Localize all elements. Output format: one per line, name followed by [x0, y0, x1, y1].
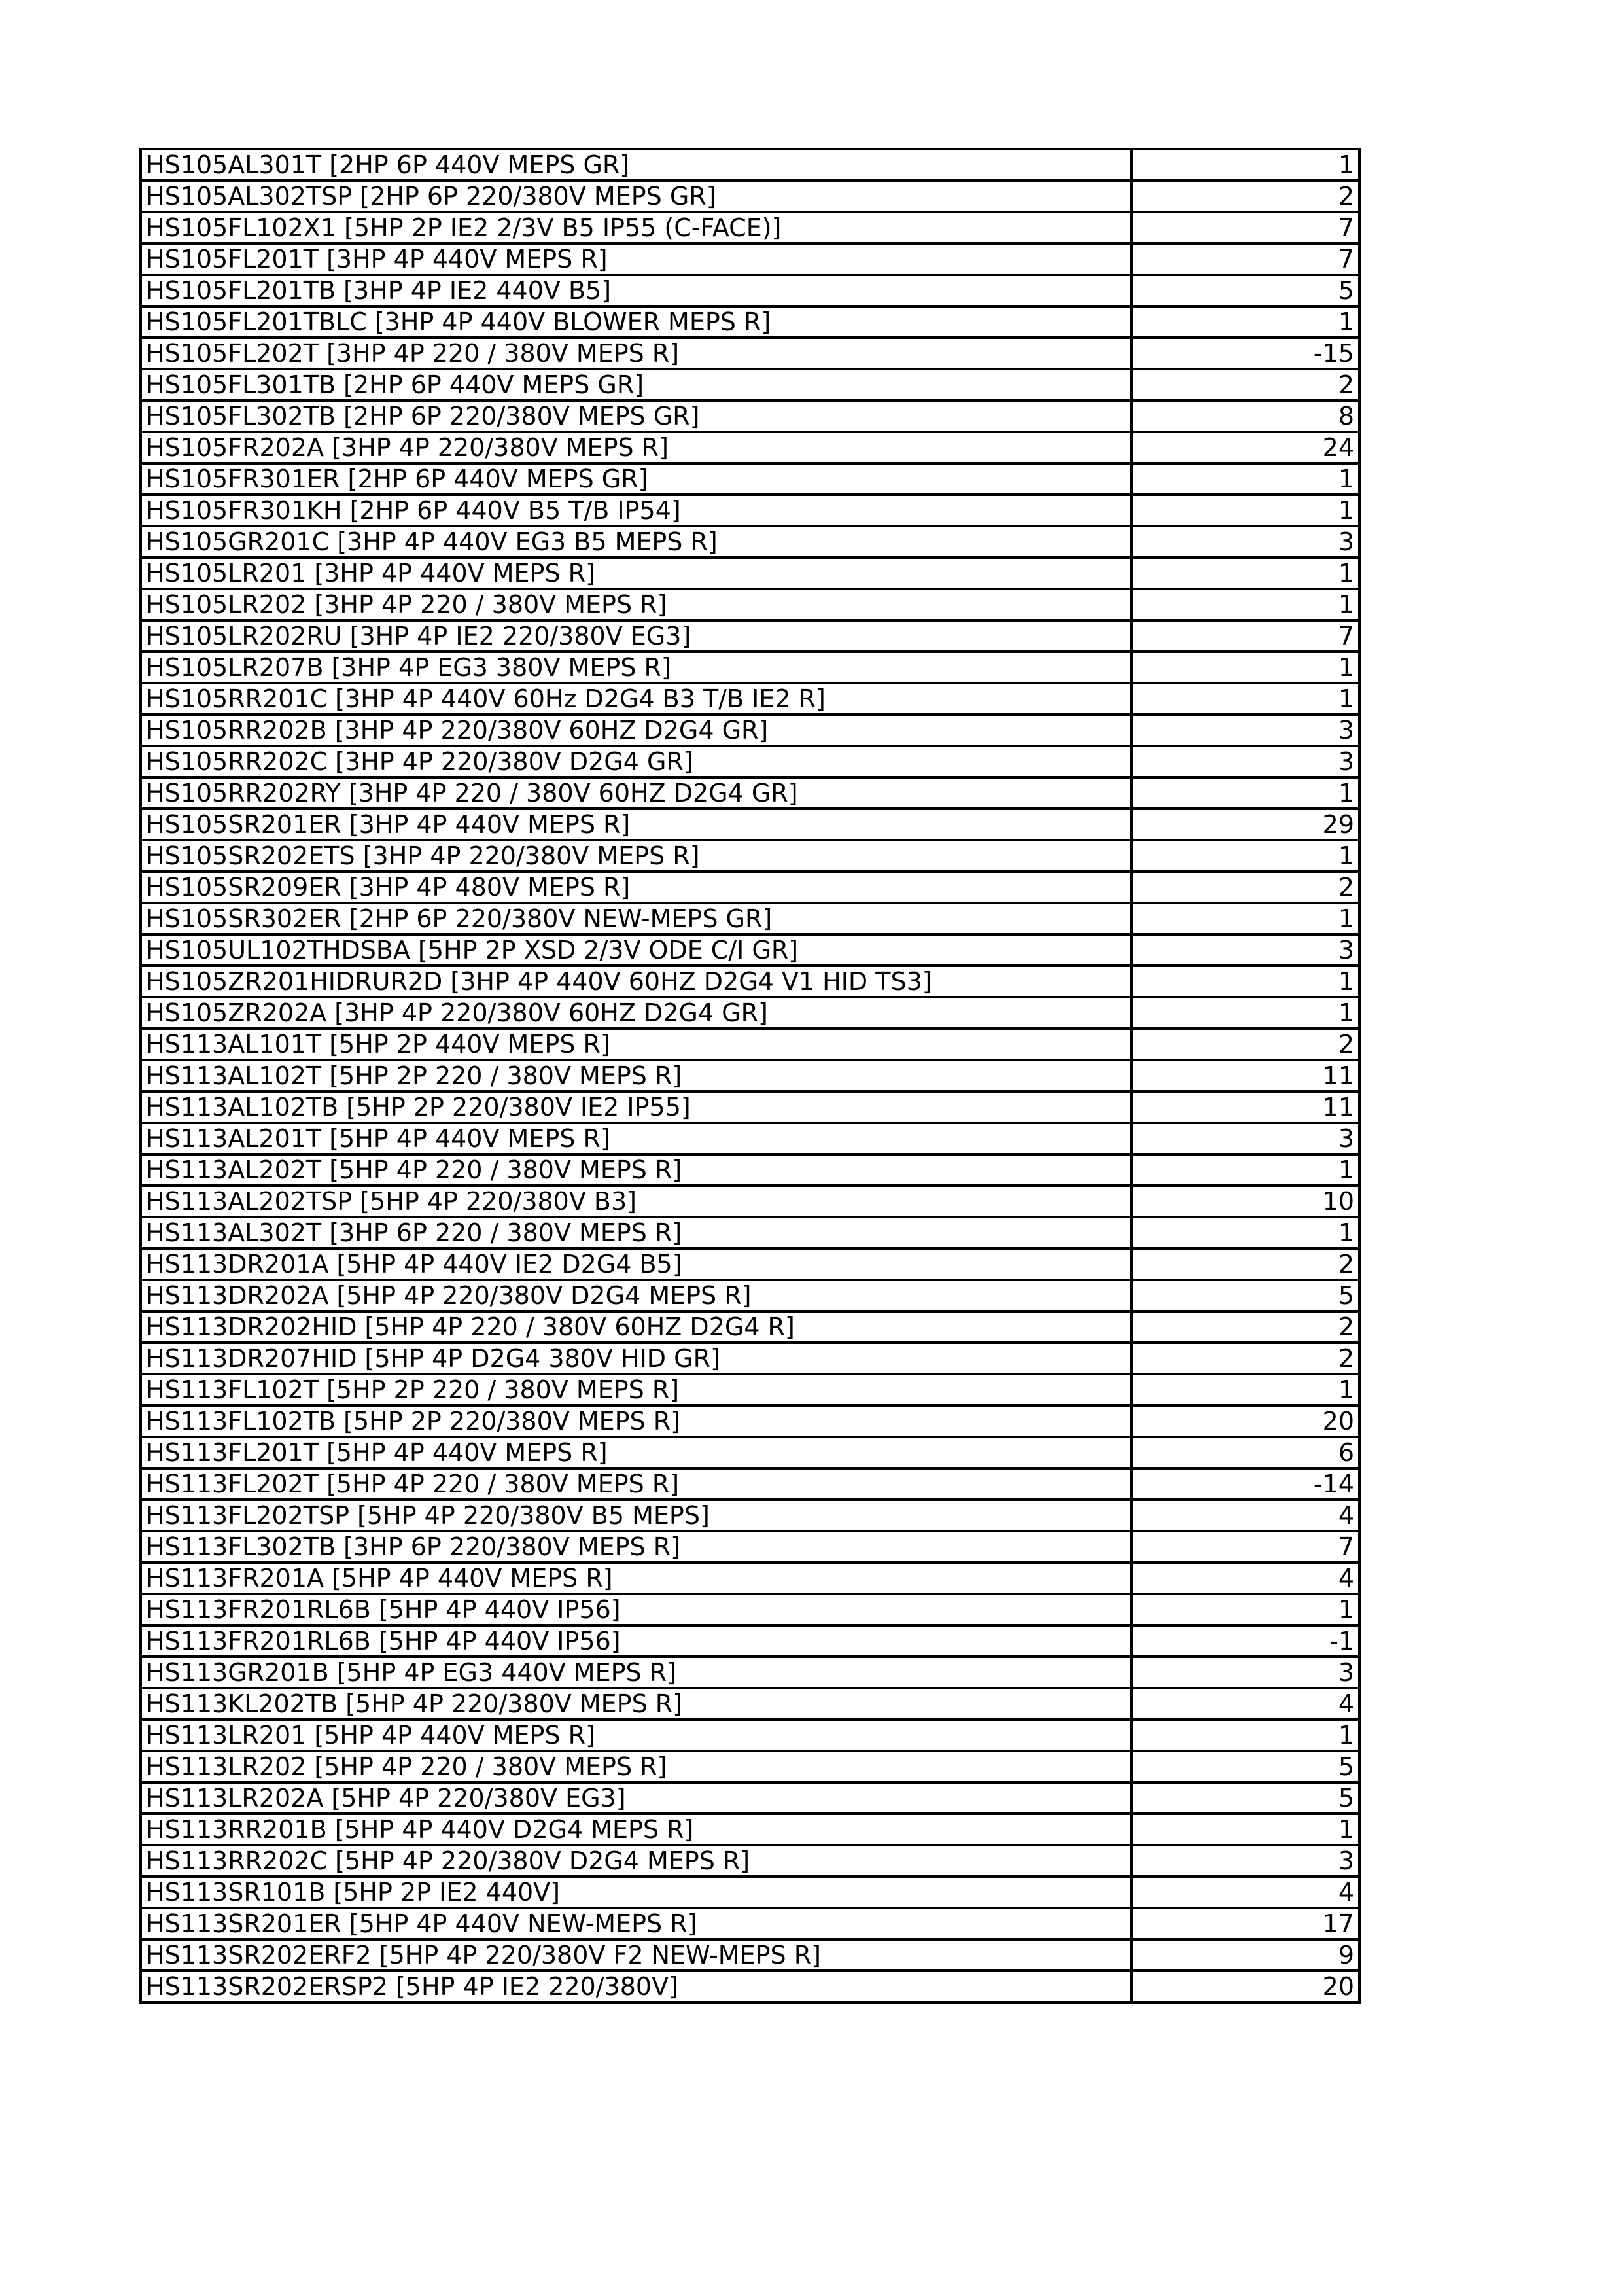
- quantity-cell: 1: [1132, 1154, 1359, 1186]
- product-description-cell: HS105LR202RU [3HP 4P IE2 220/380V EG3]: [141, 620, 1132, 652]
- quantity-cell: 4: [1132, 1877, 1359, 1908]
- table-row: [141, 181, 1359, 212]
- table-row: [141, 526, 1359, 557]
- quantity-cell: 2: [1132, 369, 1359, 400]
- product-description-cell: HS113KL202TB [5HP 4P 220/380V MEPS R]: [141, 1688, 1132, 1720]
- quantity-cell: 29: [1132, 809, 1359, 840]
- product-description-cell: HS113FL102TB [5HP 2P 220/380V MEPS R]: [141, 1405, 1132, 1437]
- table-row: [141, 1657, 1359, 1688]
- quantity-cell: 1: [1132, 149, 1359, 181]
- quantity-cell: 4: [1132, 1500, 1359, 1531]
- table-row: [141, 1343, 1359, 1374]
- quantity-cell: 3: [1132, 526, 1359, 557]
- product-description-cell: HS105FL201T [3HP 4P 440V MEPS R]: [141, 243, 1132, 275]
- quantity-cell: 1: [1132, 777, 1359, 809]
- table-row: [141, 1437, 1359, 1468]
- quantity-cell: 10: [1132, 1186, 1359, 1217]
- product-description-cell: HS105FR301KH [2HP 6P 440V B5 T/B IP54]: [141, 495, 1132, 526]
- table-row: [141, 746, 1359, 777]
- table-row: [141, 1814, 1359, 1845]
- table-row: [141, 1374, 1359, 1405]
- table-row: [141, 809, 1359, 840]
- quantity-cell: 20: [1132, 1971, 1359, 2002]
- table-row: [141, 1939, 1359, 1971]
- product-description-cell: HS105LR207B [3HP 4P EG3 380V MEPS R]: [141, 652, 1132, 683]
- product-description-cell: HS113RR201B [5HP 4P 440V D2G4 MEPS R]: [141, 1814, 1132, 1845]
- product-description-cell: HS113AL201T [5HP 4P 440V MEPS R]: [141, 1123, 1132, 1154]
- quantity-cell: 1: [1132, 966, 1359, 997]
- quantity-cell: 4: [1132, 1688, 1359, 1720]
- quantity-cell: 9: [1132, 1939, 1359, 1971]
- table-row: [141, 1688, 1359, 1720]
- table-row: [141, 997, 1359, 1029]
- product-description-cell: HS113DR201A [5HP 4P 440V IE2 D2G4 B5]: [141, 1248, 1132, 1280]
- table-row: [141, 777, 1359, 809]
- table-row: [141, 1029, 1359, 1060]
- product-description-cell: HS113DR207HID [5HP 4P D2G4 380V HID GR]: [141, 1343, 1132, 1374]
- quantity-cell: 20: [1132, 1405, 1359, 1437]
- table-row: [141, 1060, 1359, 1091]
- table-row: [141, 1782, 1359, 1814]
- product-description-cell: HS105LR202 [3HP 4P 220 / 380V MEPS R]: [141, 589, 1132, 620]
- product-description-cell: HS105AL301T [2HP 6P 440V MEPS GR]: [141, 149, 1132, 181]
- quantity-cell: 3: [1132, 1657, 1359, 1688]
- table-row: [141, 652, 1359, 683]
- table-row: [141, 495, 1359, 526]
- product-description-cell: HS105FL201TB [3HP 4P IE2 440V B5]: [141, 275, 1132, 306]
- table-row: [141, 463, 1359, 495]
- product-description-cell: HS113FL201T [5HP 4P 440V MEPS R]: [141, 1437, 1132, 1468]
- quantity-cell: 1: [1132, 495, 1359, 526]
- quantity-cell: 1: [1132, 1374, 1359, 1405]
- product-description-cell: HS113LR201 [5HP 4P 440V MEPS R]: [141, 1720, 1132, 1751]
- product-description-cell: HS113SR101B [5HP 2P IE2 440V]: [141, 1877, 1132, 1908]
- table-row: [141, 934, 1359, 966]
- table-row: [141, 1154, 1359, 1186]
- quantity-cell: 7: [1132, 620, 1359, 652]
- quantity-cell: 1: [1132, 683, 1359, 715]
- table-row: [141, 1468, 1359, 1500]
- table-row: [141, 1531, 1359, 1563]
- product-description-cell: HS113DR202A [5HP 4P 220/380V D2G4 MEPS R]: [141, 1280, 1132, 1311]
- quantity-cell: 1: [1132, 903, 1359, 934]
- table-row: [141, 1248, 1359, 1280]
- table-row: [141, 1186, 1359, 1217]
- quantity-cell: 2: [1132, 872, 1359, 903]
- product-description-cell: HS105ZR201HIDRUR2D [3HP 4P 440V 60HZ D2G4 V1 HID TS3]: [141, 966, 1132, 997]
- table-row: [141, 715, 1359, 746]
- product-description-cell: HS113FL302TB [3HP 6P 220/380V MEPS R]: [141, 1531, 1132, 1563]
- product-description-cell: HS105FL202T [3HP 4P 220 / 380V MEPS R]: [141, 338, 1132, 369]
- quantity-cell: 3: [1132, 1123, 1359, 1154]
- table-row: [141, 369, 1359, 400]
- quantity-cell: 6: [1132, 1437, 1359, 1468]
- table-row: [141, 212, 1359, 243]
- quantity-cell: 1: [1132, 997, 1359, 1029]
- quantity-cell: 2: [1132, 1029, 1359, 1060]
- product-description-cell: HS105AL302TSP [2HP 6P 220/380V MEPS GR]: [141, 181, 1132, 212]
- product-description-cell: HS105RR202C [3HP 4P 220/380V D2G4 GR]: [141, 746, 1132, 777]
- product-description-cell: HS105SR201ER [3HP 4P 440V MEPS R]: [141, 809, 1132, 840]
- table-row: [141, 872, 1359, 903]
- quantity-cell: 5: [1132, 1782, 1359, 1814]
- quantity-cell: 2: [1132, 1311, 1359, 1343]
- product-description-cell: HS113LR202A [5HP 4P 220/380V EG3]: [141, 1782, 1132, 1814]
- table-row: [141, 1500, 1359, 1531]
- quantity-cell: 3: [1132, 1845, 1359, 1877]
- quantity-cell: 7: [1132, 243, 1359, 275]
- table-row: [141, 683, 1359, 715]
- table-row: [141, 1845, 1359, 1877]
- quantity-cell: 11: [1132, 1060, 1359, 1091]
- quantity-cell: 5: [1132, 1751, 1359, 1782]
- quantity-cell: 17: [1132, 1908, 1359, 1939]
- table-row: [141, 589, 1359, 620]
- inventory-table-body: [141, 149, 1359, 2002]
- quantity-cell: 7: [1132, 212, 1359, 243]
- product-description-cell: HS105ZR202A [3HP 4P 220/380V 60HZ D2G4 GR]: [141, 997, 1132, 1029]
- quantity-cell: 1: [1132, 840, 1359, 872]
- table-row: [141, 1217, 1359, 1248]
- quantity-cell: 1: [1132, 652, 1359, 683]
- quantity-cell: 8: [1132, 400, 1359, 432]
- product-description-cell: HS105RR202B [3HP 4P 220/380V 60HZ D2G4 GR]: [141, 715, 1132, 746]
- table-row: [141, 1091, 1359, 1123]
- quantity-cell: 3: [1132, 715, 1359, 746]
- product-description-cell: HS113LR202 [5HP 4P 220 / 380V MEPS R]: [141, 1751, 1132, 1782]
- product-description-cell: HS105RR201C [3HP 4P 440V 60Hz D2G4 B3 T/B IE2 R]: [141, 683, 1132, 715]
- quantity-cell: 1: [1132, 1814, 1359, 1845]
- quantity-cell: 3: [1132, 746, 1359, 777]
- table-row: [141, 1594, 1359, 1625]
- table-row: [141, 903, 1359, 934]
- product-description-cell: HS113AL202TSP [5HP 4P 220/380V B3]: [141, 1186, 1132, 1217]
- table-row: [141, 1625, 1359, 1657]
- product-description-cell: HS105RR202RY [3HP 4P 220 / 380V 60HZ D2G4 GR]: [141, 777, 1132, 809]
- inventory-table: [139, 148, 1361, 2004]
- quantity-cell: 2: [1132, 1343, 1359, 1374]
- quantity-cell: 2: [1132, 181, 1359, 212]
- quantity-cell: -15: [1132, 338, 1359, 369]
- product-description-cell: HS113FR201RL6B [5HP 4P 440V IP56]: [141, 1594, 1132, 1625]
- table-row: [141, 1877, 1359, 1908]
- product-description-cell: HS113RR202C [5HP 4P 220/380V D2G4 MEPS R]: [141, 1845, 1132, 1877]
- table-row: [141, 243, 1359, 275]
- product-description-cell: HS113AL302T [3HP 6P 220 / 380V MEPS R]: [141, 1217, 1132, 1248]
- product-description-cell: HS105FR202A [3HP 4P 220/380V MEPS R]: [141, 432, 1132, 463]
- quantity-cell: 1: [1132, 1217, 1359, 1248]
- product-description-cell: HS105SR209ER [3HP 4P 480V MEPS R]: [141, 872, 1132, 903]
- quantity-cell: 1: [1132, 306, 1359, 338]
- table-row: [141, 400, 1359, 432]
- product-description-cell: HS105GR201C [3HP 4P 440V EG3 B5 MEPS R]: [141, 526, 1132, 557]
- product-description-cell: HS113FL202T [5HP 4P 220 / 380V MEPS R]: [141, 1468, 1132, 1500]
- table-row: [141, 840, 1359, 872]
- quantity-cell: 5: [1132, 275, 1359, 306]
- product-description-cell: HS105UL102THDSBA [5HP 2P XSD 2/3V ODE C/I GR]: [141, 934, 1132, 966]
- table-row: [141, 275, 1359, 306]
- product-description-cell: HS113DR202HID [5HP 4P 220 / 380V 60HZ D2G4 R]: [141, 1311, 1132, 1343]
- document-page: [139, 148, 1358, 2004]
- product-description-cell: HS105FL201TBLC [3HP 4P 440V BLOWER MEPS R]: [141, 306, 1132, 338]
- table-row: [141, 966, 1359, 997]
- product-description-cell: HS113FL102T [5HP 2P 220 / 380V MEPS R]: [141, 1374, 1132, 1405]
- table-row: [141, 1280, 1359, 1311]
- product-description-cell: HS113SR202ERSP2 [5HP 4P IE2 220/380V]: [141, 1971, 1132, 2002]
- table-row: [141, 432, 1359, 463]
- quantity-cell: 5: [1132, 1280, 1359, 1311]
- product-description-cell: HS113AL102TB [5HP 2P 220/380V IE2 IP55]: [141, 1091, 1132, 1123]
- table-row: [141, 149, 1359, 181]
- product-description-cell: HS113FR201A [5HP 4P 440V MEPS R]: [141, 1563, 1132, 1594]
- product-description-cell: HS113SR201ER [5HP 4P 440V NEW-MEPS R]: [141, 1908, 1132, 1939]
- table-row: [141, 1123, 1359, 1154]
- table-row: [141, 1908, 1359, 1939]
- quantity-cell: 24: [1132, 432, 1359, 463]
- table-row: [141, 1720, 1359, 1751]
- quantity-cell: 11: [1132, 1091, 1359, 1123]
- quantity-cell: 7: [1132, 1531, 1359, 1563]
- quantity-cell: 2: [1132, 1248, 1359, 1280]
- product-description-cell: HS105FL102X1 [5HP 2P IE2 2/3V B5 IP55 (C-FACE)]: [141, 212, 1132, 243]
- quantity-cell: 4: [1132, 1563, 1359, 1594]
- table-row: [141, 338, 1359, 369]
- product-description-cell: HS105FL301TB [2HP 6P 440V MEPS GR]: [141, 369, 1132, 400]
- table-row: [141, 306, 1359, 338]
- quantity-cell: 1: [1132, 463, 1359, 495]
- quantity-cell: 1: [1132, 589, 1359, 620]
- table-row: [141, 1311, 1359, 1343]
- product-description-cell: HS113AL101T [5HP 2P 440V MEPS R]: [141, 1029, 1132, 1060]
- product-description-cell: HS105SR202ETS [3HP 4P 220/380V MEPS R]: [141, 840, 1132, 872]
- product-description-cell: HS113AL102T [5HP 2P 220 / 380V MEPS R]: [141, 1060, 1132, 1091]
- quantity-cell: 1: [1132, 1594, 1359, 1625]
- product-description-cell: HS105LR201 [3HP 4P 440V MEPS R]: [141, 557, 1132, 589]
- quantity-cell: -1: [1132, 1625, 1359, 1657]
- quantity-cell: -14: [1132, 1468, 1359, 1500]
- table-row: [141, 1563, 1359, 1594]
- product-description-cell: HS113AL202T [5HP 4P 220 / 380V MEPS R]: [141, 1154, 1132, 1186]
- product-description-cell: HS113GR201B [5HP 4P EG3 440V MEPS R]: [141, 1657, 1132, 1688]
- product-description-cell: HS105FR301ER [2HP 6P 440V MEPS GR]: [141, 463, 1132, 495]
- table-row: [141, 1405, 1359, 1437]
- product-description-cell: HS105FL302TB [2HP 6P 220/380V MEPS GR]: [141, 400, 1132, 432]
- product-description-cell: HS113SR202ERF2 [5HP 4P 220/380V F2 NEW-MEPS R]: [141, 1939, 1132, 1971]
- product-description-cell: HS105SR302ER [2HP 6P 220/380V NEW-MEPS GR]: [141, 903, 1132, 934]
- product-description-cell: HS113FR201RL6B [5HP 4P 440V IP56]: [141, 1625, 1132, 1657]
- table-row: [141, 557, 1359, 589]
- table-row: [141, 1971, 1359, 2002]
- quantity-cell: 1: [1132, 1720, 1359, 1751]
- quantity-cell: 3: [1132, 934, 1359, 966]
- table-row: [141, 1751, 1359, 1782]
- table-row: [141, 620, 1359, 652]
- product-description-cell: HS113FL202TSP [5HP 4P 220/380V B5 MEPS]: [141, 1500, 1132, 1531]
- quantity-cell: 1: [1132, 557, 1359, 589]
